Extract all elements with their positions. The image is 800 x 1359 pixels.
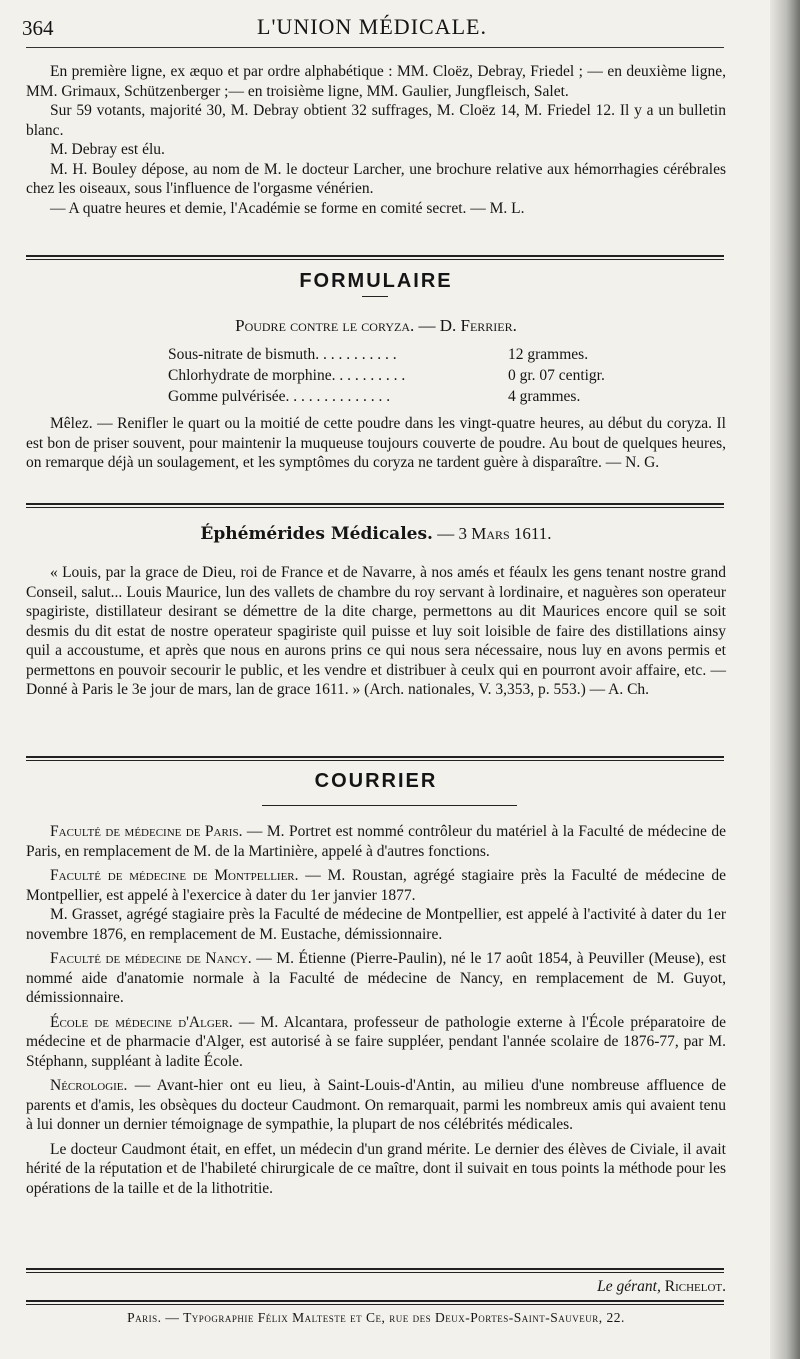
footer-divider <box>26 1300 724 1305</box>
paragraph-brochure: M. H. Bouley dépose, au nom de M. le docteur Larcher, une brochure relative aux hémorrhagies cérébrales chez les oiseaux, sous l'influence de l'orgasme vénérien. <box>26 160 726 197</box>
news-item-text: M. Grasset, agrégé stagiaire près la Faculté de médecine de Montpellier, est appelé à l'activité à dater du 1er novembre 1876, en remplacement de M. Eustache, démissionnaire. <box>26 906 726 943</box>
instructions-text: Mêlez. — Renifler le quart ou la moitié de cette poudre dans les vingt-quatre heures, au début du coryza. Il est bon de priser souvent, pour maintenir la muqueuse toujours couverte de poudre. Au bout de quelques heures, on remarque déjà un soulagement, et les symptômes du coryza ne tardent guère à disparaître. — N. G. <box>26 415 726 471</box>
title-underline <box>262 805 517 806</box>
ephemerides-heading <box>26 524 726 544</box>
signature-role: Le gérant, <box>597 1278 661 1295</box>
recipe-title: Poudre contre le coryza. — D. Ferrier. <box>235 316 517 335</box>
header-rule <box>26 47 724 48</box>
news-item-text: — M. Étienne (Pierre-Paulin), né le 17 août 1854, à Peuviller (Meuse), est nommé aide d'anatomie normale à la Faculté de médecine de Nancy, en remplacement de M. Guyot, démissionnaire. <box>26 950 727 1006</box>
news-item-heading: Faculté de médecine de Paris. <box>50 823 243 840</box>
news-item-heading: Nécrologie. <box>50 1077 128 1094</box>
news-item-text: Le docteur Caudmont était, en effet, un médecin d'un grand mérite. Le dernier des élèves de Civiale, il avait hérité de la réputation et de l'habileté chirurgicale de ce maître, dont il suivait en tous points la méthode pour les opérations de la taille et de la lithotritie. <box>26 1140 726 1197</box>
page-header <box>22 12 722 42</box>
title-underline <box>362 296 388 297</box>
ingredient-name: Gomme pulvérisée. . . . . . . . . . . . . . <box>168 388 391 405</box>
news-item-text: — M. Alcantara, professeur de pathologie externe à l'École préparatoire de médecine et de pharmacie d'Alger, est autorisé à se faire suppléer, pendant l'année scolaire de 1876-77, par M. Stéphann, suppléant à ladite École. <box>26 1013 726 1070</box>
ephemerides-body <box>26 563 726 700</box>
news-item <box>26 1076 726 1135</box>
news-item <box>26 905 726 944</box>
ingredient-quantity: 4 grammes. <box>508 388 581 405</box>
news-item-text: — M. Roustan, agrégé stagiaire près la Faculté de médecine de Montpellier, est appelé à l'exercice à dater du 1er janvier 1877. <box>26 867 727 904</box>
ingredient-name: Sous-nitrate de bismuth. . . . . . . . . . . <box>168 346 397 363</box>
section-divider <box>26 756 724 761</box>
paragraph-secret-committee: — A quatre heures et demie, l'Académie se forme en comité secret. — M. L. <box>50 199 525 217</box>
news-item <box>26 1013 726 1072</box>
ingredient-row <box>168 365 688 386</box>
ephemerides-date: — 3 Mars 1611. <box>432 524 552 543</box>
courrier-body <box>26 822 726 1198</box>
news-item-text: — Avant-hier ont eu lieu, à Saint-Louis-d'Antin, au milieu d'une nombreuse affluence de parents et d'amis, les obsèques du docteur Caudmont. On remarquait, parmi les nombreux amis qui avaient tenu à lui donner un dernier témoignage de sympathie, la plupart de nos célébrités médicales. <box>26 1077 726 1133</box>
paragraph-vote: Sur 59 votants, majorité 30, M. Debray obtient 32 suffrages, M. Cloëz 14, M. Friedel 12. Il y a un bulletin blanc. <box>26 102 726 139</box>
formulaire-title: FORMULAIRE <box>299 270 453 292</box>
ingredient-row <box>168 386 688 407</box>
paragraph-candidates: En première ligne, ex æquo et par ordre alphabétique : MM. Cloëz, Debray, Friedel ; — en deuxième ligne, MM. Grimaux, Schützenberger ;— en troisième ligne, MM. Gaulier, Jungfleisch, Salet. <box>26 63 726 100</box>
news-item-heading: Faculté de médecine de Montpellier. <box>50 867 299 884</box>
news-item <box>26 822 726 861</box>
academy-report <box>26 62 726 218</box>
paragraph-elected: M. Debray est élu. <box>50 141 165 158</box>
recipe-ingredients <box>168 344 688 407</box>
signature <box>26 1278 726 1296</box>
news-item <box>26 949 726 1008</box>
news-item-heading: Faculté de médecine de Nancy. <box>50 950 252 967</box>
courrier-title: COURRIER <box>314 770 438 792</box>
ingredient-row <box>168 344 688 365</box>
section-divider <box>26 503 724 508</box>
ephemerides-title: Éphémérides Médicales. <box>200 524 433 544</box>
news-item <box>26 1140 726 1199</box>
ingredient-quantity: 12 grammes. <box>508 346 589 363</box>
news-item-text: — M. Portret est nommé contrôleur du matériel à la Faculté de médecine de Paris, en remplacement de M. de la Martinière, appelé à d'autres fonctions. <box>26 823 726 860</box>
footer-divider <box>26 1268 724 1273</box>
running-head: L'UNION MÉDICALE. <box>257 14 487 39</box>
ingredient-name: Chlorhydrate de morphine. . . . . . . . . . <box>168 367 406 384</box>
section-divider <box>26 255 724 260</box>
ingredient-quantity: 0 gr. 07 centigr. <box>508 367 605 384</box>
page-edge-shadow <box>770 0 800 1359</box>
signature-name: Richelot. <box>664 1278 726 1295</box>
recipe-instructions <box>26 414 726 473</box>
page-number: 364 <box>22 16 54 40</box>
news-item <box>26 866 726 905</box>
ephemerides-text: « Louis, par la grace de Dieu, roi de France et de Navarre, à nos amés et féaulx les gens tenant nostre grand Conseil, salut... Louis Maurice, lun des vallets de chambre du roy servant à lordinaire, et naguères son operateur spagiriste, distillateur desirant se démettre de la dite charge, permettons au dit Maurices encore quil se soit desmis du dit estat de nostre operateur spagiriste quil puisse et luy soit loisible de faire des distillations ainsy quil a accoustume, et après que nous en aurons prins ce qui nous sera nécessaire, nous luy en avons permis et permettons en pouvoir secourir le public, et les vendre et distribuer à ceulx qui en pourront avoir affaire, etc. — Donné à Paris le 3e jour de mars, lan de grace 1611. » (Arch. nationales, V. 3,353, p. 553.) — A. Ch. <box>26 564 726 698</box>
printer-imprint: Paris. — Typographie Félix Malteste et Ce, rue des Deux-Portes-Saint-Sauveur, 22. <box>127 1310 625 1325</box>
news-item-heading: École de médecine d'Alger. <box>50 1013 233 1031</box>
